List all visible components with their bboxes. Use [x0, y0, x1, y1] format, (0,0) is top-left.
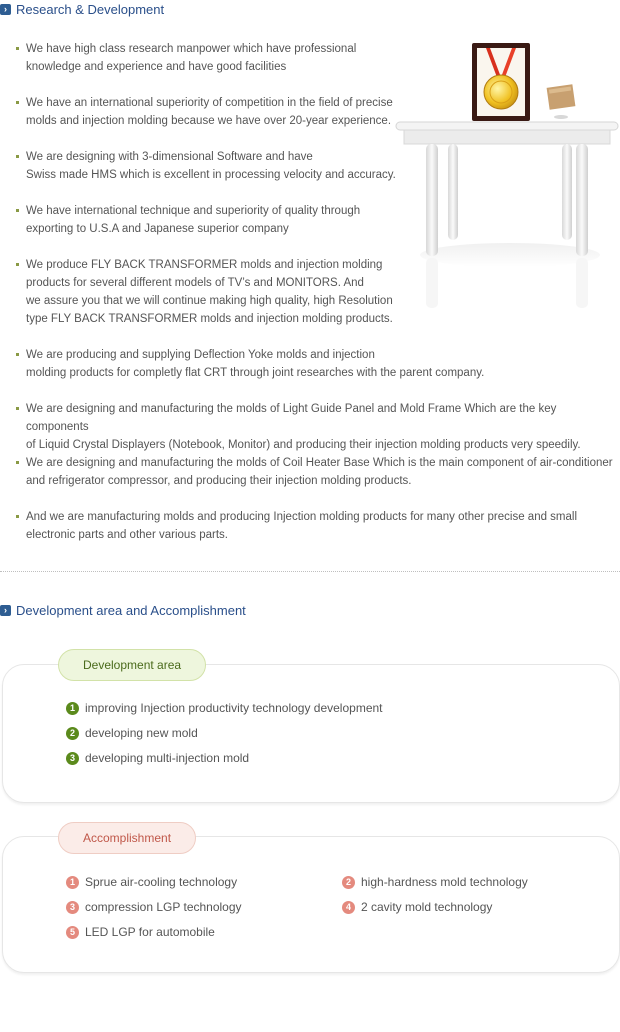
- table-medal-illustration: [390, 40, 620, 320]
- accomplishment-item: 5 LED LGP for automobile: [66, 925, 215, 939]
- arrow-right-icon: ›: [0, 4, 11, 15]
- development-title-text: Development area and Accomplishment: [16, 602, 246, 618]
- research-item: We are designing and manufacturing the molds of Light Guide Panel and Mold Frame Which are the key components of Liquid Crystal Displayers (Notebook, Monitor) and producing their injection molding products very speedily.: [16, 400, 616, 454]
- number-2-icon: 2: [342, 876, 355, 889]
- research-item: We are designing with 3-dimensional Software and have Swiss made HMS which is excellent in processing velocity and accuracy.: [16, 148, 396, 184]
- bullet-icon: [16, 353, 19, 356]
- number-5-icon: 5: [66, 926, 79, 939]
- research-item: We have an international superiority of competition in the field of precise molds and injection molding because we have over 20-year experience.: [16, 94, 393, 130]
- number-2-icon: 2: [66, 727, 79, 740]
- development-area-item: 3 developing multi-injection mold: [66, 751, 249, 765]
- bullet-icon: [16, 263, 19, 266]
- research-item: And we are manufacturing molds and producing Injection molding products for many other precise and small electronic parts and other various parts.: [16, 508, 577, 544]
- development-section-title: [0, 601, 246, 619]
- research-item: We are designing and manufacturing the molds of Coil Heater Base Which is the main component of air-conditioner and refrigerator compressor, and producing their injection molding products.: [16, 454, 613, 490]
- development-area-item: 2 developing new mold: [66, 726, 198, 740]
- accomplishment-item: 3 compression LGP technology: [66, 900, 242, 914]
- accomplishment-item: 4 2 cavity mold technology: [342, 900, 492, 914]
- bullet-icon: [16, 515, 19, 518]
- bullet-icon: [16, 101, 19, 104]
- research-section-title: [0, 0, 164, 18]
- bullet-icon: [16, 209, 19, 212]
- accomplishment-item: 1 Sprue air-cooling technology: [66, 875, 237, 889]
- development-area-item: 1 improving Injection productivity technology development: [66, 701, 383, 715]
- research-item: We are producing and supplying Deflection Yoke molds and injection molding products for completly flat CRT through joint researches with the parent company.: [16, 346, 484, 382]
- table-medal-icon: [390, 40, 620, 320]
- research-title-text: Research & Development: [16, 1, 165, 17]
- bullet-icon: [16, 461, 19, 464]
- development-area-label: Development area: [58, 649, 206, 681]
- arrow-right-icon: ›: [0, 605, 11, 616]
- bullet-icon: [16, 155, 19, 158]
- accomplishment-label: Accomplishment: [58, 822, 196, 854]
- number-1-icon: 1: [66, 702, 79, 715]
- research-item: We have international technique and superiority of quality through exporting to U.S.A and Japanese superior company: [16, 202, 360, 238]
- number-3-icon: 3: [66, 752, 79, 765]
- bullet-icon: [16, 47, 19, 50]
- number-4-icon: 4: [342, 901, 355, 914]
- research-item: We have high class research manpower which have professional knowledge and experience and have good facilities: [16, 40, 356, 76]
- number-3-icon: 3: [66, 901, 79, 914]
- research-item: We produce FLY BACK TRANSFORMER molds and injection molding products for several different models of TV’s and MONITORS. And we assure you that we will continue making high quality, high Resolution type FLY BACK TRANSFORMER molds and injection molding products.: [16, 256, 393, 328]
- bullet-icon: [16, 407, 19, 410]
- accomplishment-item: 2 high-hardness mold technology: [342, 875, 528, 889]
- section-divider: [0, 571, 620, 572]
- number-1-icon: 1: [66, 876, 79, 889]
